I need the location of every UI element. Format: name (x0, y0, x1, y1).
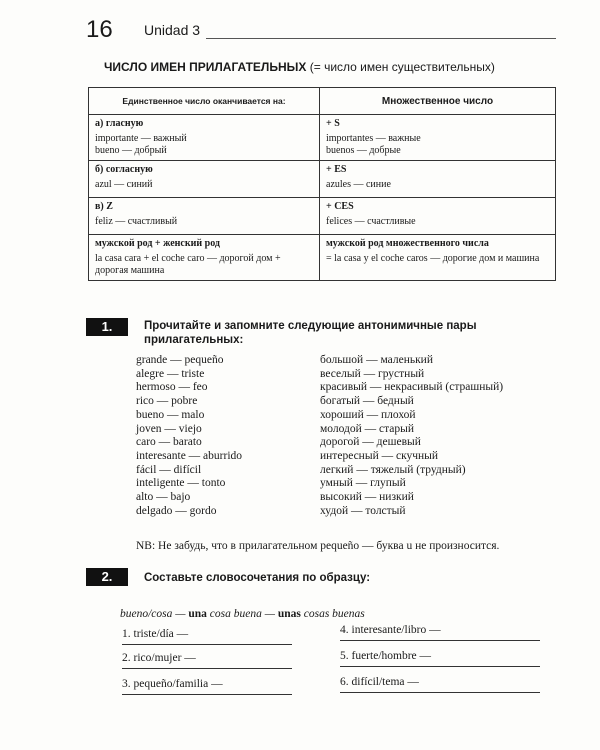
task-prompt: 1. triste/día — (122, 628, 189, 640)
plural-label: мужской род множественного числа (326, 238, 489, 249)
model-plural: cosas buenas (303, 608, 365, 620)
list-item: grande — pequeño (136, 354, 224, 366)
unit-title: Unidad 3 (144, 22, 201, 38)
list-item: большой — маленький (320, 354, 433, 366)
task-item (122, 628, 188, 640)
list-item: hermoso — feo (136, 381, 208, 394)
singular-column-header: Единственное число оканчивается на: (89, 88, 320, 115)
model-article-plural: unas (277, 608, 301, 620)
exercise-instruction: Составьте словосочетания по образцу: (144, 572, 371, 584)
table-row (89, 161, 556, 198)
singular-cell (89, 161, 320, 198)
task-item (122, 678, 223, 690)
plural-cell (320, 198, 556, 235)
list-item: худой — толстый (320, 504, 406, 517)
plural-label: + CES (326, 201, 354, 212)
table-row (89, 115, 556, 161)
task-prompt: 4. interesante/libro — (340, 624, 441, 636)
answer-line[interactable] (340, 692, 540, 693)
model-article-singular: una (188, 608, 207, 620)
header-rule (206, 38, 556, 39)
task-item (122, 652, 196, 664)
list-item: дорогой — дешевый (320, 436, 421, 449)
task-item (340, 624, 441, 636)
list-item: умный — глупый (320, 477, 406, 490)
nb-note: NB: Не забудь, что в прилагательном pequeño — буква u не произносится. (136, 540, 500, 552)
task-prompt: 6. difícil/tema — (340, 676, 419, 688)
list-item: fácil — difícil (136, 463, 202, 476)
model-example (120, 608, 365, 620)
singular-example: importante — важный (95, 133, 187, 144)
plural-column-header: Множественное число (320, 88, 556, 115)
list-item: красивый — некрасивый (страшный) (320, 381, 504, 394)
plural-label: + S (326, 118, 340, 129)
russian-pairs-list (320, 354, 503, 518)
table-row (89, 198, 556, 235)
answer-line[interactable] (122, 644, 292, 645)
answer-line[interactable] (122, 668, 292, 669)
singular-example: bueno — добрый (95, 145, 167, 156)
answer-line[interactable] (340, 666, 540, 667)
list-item: легкий — тяжелый (трудный) (320, 463, 466, 476)
list-item: rico — pobre (136, 395, 198, 408)
list-item: inteligente — tonto (136, 477, 226, 490)
page-number: 16 (86, 16, 113, 43)
plural-example: importantes — важные (326, 133, 421, 144)
plural-example: buenos — добрые (326, 145, 401, 156)
spanish-pairs-list (136, 354, 242, 518)
page-header (86, 16, 556, 46)
singular-cell (89, 198, 320, 235)
plural-cell (320, 115, 556, 161)
section-title (104, 60, 495, 74)
section-title-note: (= число имен существительных) (309, 60, 495, 74)
singular-cell (89, 235, 320, 281)
plural-example: = la casa y el coche caros — дорогие дом и машина (326, 253, 540, 264)
table-header-row (89, 88, 556, 115)
exercise-2 (86, 568, 556, 718)
singular-example: la casa cara + el coche caro — дорогой дом + дорогая машина (95, 253, 281, 276)
exercise-1 (86, 318, 556, 564)
answer-line[interactable] (340, 640, 540, 641)
list-item: bueno — malo (136, 408, 205, 421)
singular-example: feliz — счастливый (95, 216, 178, 227)
table-row (89, 235, 556, 281)
plural-rules-table (88, 87, 556, 281)
list-item: delgado — gordo (136, 504, 217, 517)
plural-cell (320, 235, 556, 281)
list-item: caro — barato (136, 436, 202, 449)
task-prompt: 2. rico/mujer — (122, 652, 196, 664)
list-item: alegre — triste (136, 367, 205, 380)
singular-cell (89, 115, 320, 161)
singular-example: azul — синий (95, 179, 153, 190)
exercise-instruction: Прочитайте и запомните следующие антонимичные пары прилагательных: (144, 320, 477, 346)
task-prompt: 5. fuerte/hombre — (340, 650, 432, 662)
singular-label: б) согласную (95, 164, 153, 175)
task-item (340, 650, 431, 662)
list-item: высокий — низкий (320, 491, 414, 504)
model-singular: cosa buena — (209, 608, 275, 620)
answer-line[interactable] (122, 694, 292, 695)
model-prefix: bueno/cosa — (120, 608, 186, 620)
singular-label: в) Z (95, 201, 113, 212)
list-item: интересный — скучный (320, 449, 439, 462)
list-item: alto — bajo (136, 491, 191, 504)
list-item: joven — viejo (136, 422, 202, 435)
plural-example: azules — синие (326, 179, 391, 190)
task-prompt: 3. pequeño/familia — (122, 678, 223, 690)
task-item (340, 676, 419, 688)
list-item: веселый — грустный (320, 367, 425, 380)
list-item: богатый — бедный (320, 395, 414, 408)
exercise-number-badge: 1. (86, 318, 128, 336)
singular-label: мужской род + женский род (95, 238, 220, 249)
list-item: хороший — плохой (320, 408, 416, 421)
exercise-number-badge: 2. (86, 568, 128, 586)
singular-label: а) гласную (95, 118, 144, 129)
list-item: interesante — aburrido (136, 449, 243, 462)
section-title-main: ЧИСЛО ИМЕН ПРИЛАГАТЕЛЬНЫХ (104, 60, 307, 74)
plural-cell (320, 161, 556, 198)
plural-example: felices — счастливые (326, 216, 416, 227)
list-item: молодой — старый (320, 422, 415, 435)
plural-label: + ES (326, 164, 347, 175)
